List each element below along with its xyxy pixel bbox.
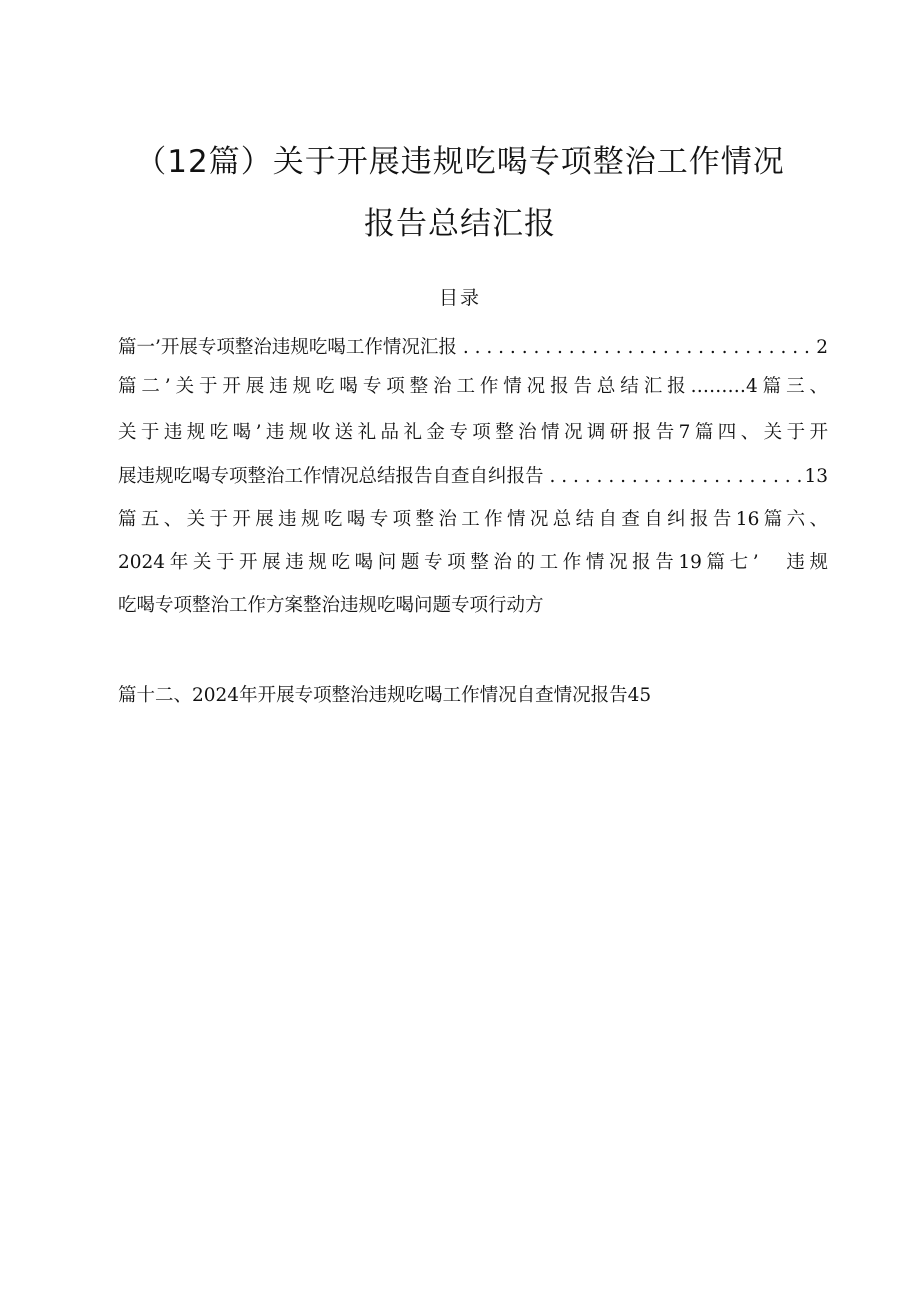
toc-entry-text: 展违规吃喝专项整治工作情况总结报告自查自纠报告: [118, 466, 544, 487]
document-title-line-1: （12篇）关于开展违规吃喝专项整治工作情况: [135, 144, 785, 180]
toc-line-8[interactable]: 篇十二、2024年开展专项整治违规吃喝工作情况自查情况报告45: [118, 685, 652, 706]
toc-line-2[interactable]: 篇二’关于开展违规吃喝专项整治工作情况报告总结汇报………4篇三、: [118, 376, 828, 397]
toc-entry-4[interactable]: [118, 462, 828, 492]
toc-heading: 目录: [438, 287, 481, 309]
toc-line-5[interactable]: 篇五、关于开展违规吃喝专项整治工作情况总结自查自纠报告16篇六、: [118, 509, 828, 530]
document-title-line-2: 报告总结汇报: [364, 206, 556, 242]
toc-page-number: 2: [816, 337, 828, 358]
toc-leader-dots: [457, 333, 816, 363]
toc-line-7[interactable]: 吃喝专项整治工作方案整治违规吃喝问题专项行动方: [118, 595, 544, 616]
toc-entry-text: 篇一’开展专项整治违规吃喝工作情况汇报: [118, 337, 457, 358]
toc-page-number: 13: [804, 466, 828, 487]
toc-line-6[interactable]: 2024年关于开展违规吃喝问题专项整治的工作情况报告19篇七’ 违规: [118, 552, 828, 573]
toc-leader-dots: [544, 462, 805, 492]
toc-line-3[interactable]: 关于违规吃喝’违规收送礼品礼金专项整治情况调研报告7篇四、关于开: [118, 422, 828, 443]
toc-entry-1[interactable]: [118, 333, 828, 363]
